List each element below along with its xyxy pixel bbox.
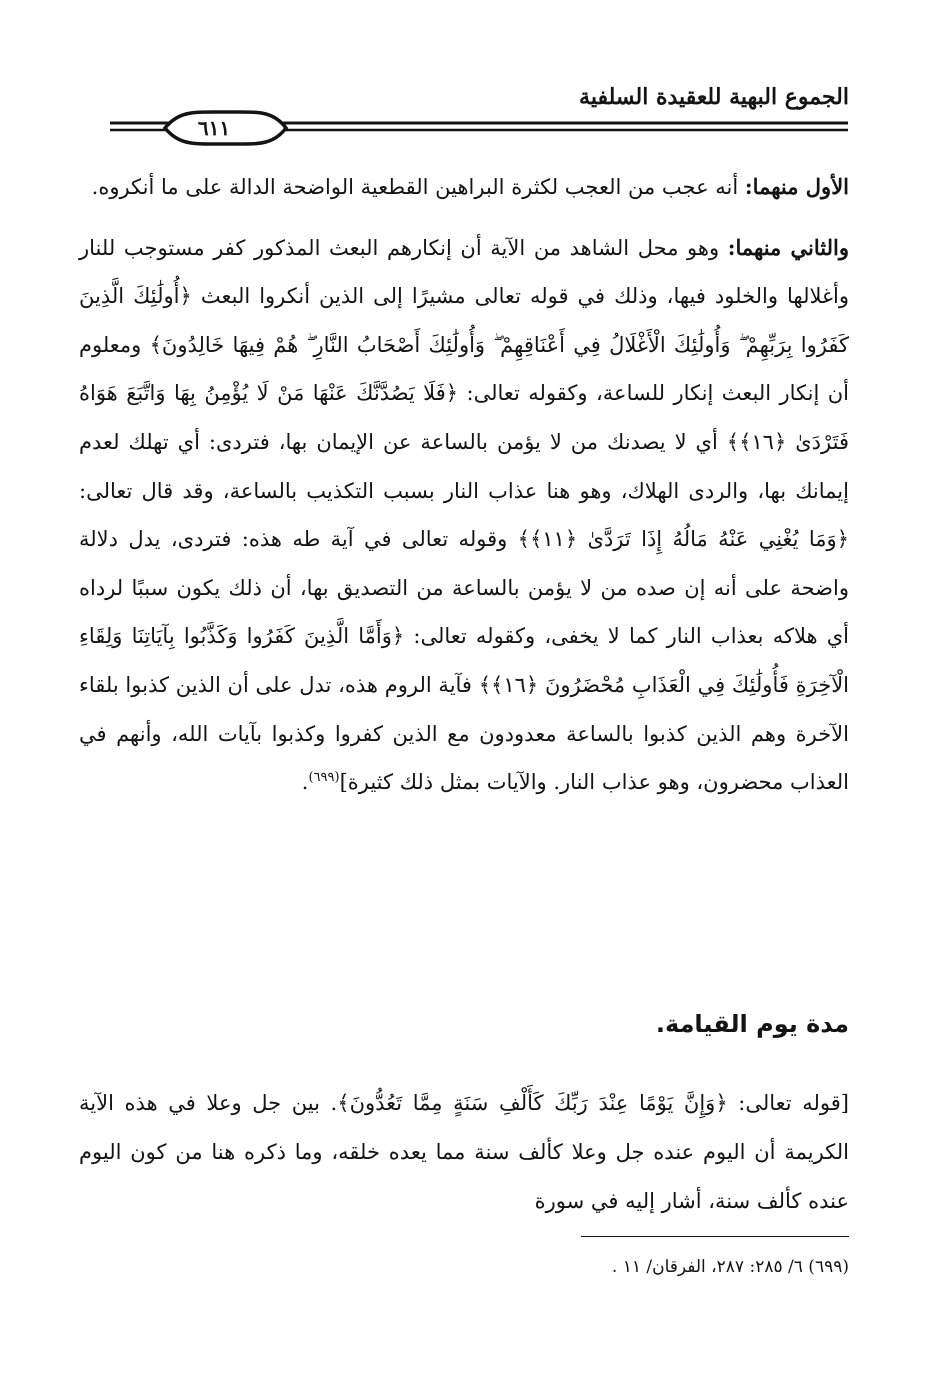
paragraph-lead-second: والثاني منهما: xyxy=(727,234,849,260)
paragraph-text: [قوله تعالى: xyxy=(738,1091,849,1115)
section-heading: مدة يوم القيامة. xyxy=(655,1010,849,1038)
ornate-bracket-close: ﴾ xyxy=(517,527,530,552)
quran-verse: وَأَمَّا الَّذِينَ كَفَرُوا وَكَذَّبُوا بِآيَاتِنَا وَلِقَاءِ الْآخِرَةِ فَأُولَٰئِكَ فِي الْعَذَابِ مُحْضَرُونَ ﴿١٦﴾ xyxy=(79,624,850,697)
ornate-bracket-open: ﴿ xyxy=(715,1091,728,1115)
quran-verse: وَمَا يُغْنِي عَنْهُ مَالُهُ إِذَا تَرَدَّىٰ ﴿١١﴾ xyxy=(529,527,837,552)
ornate-bracket-close: ﴾ xyxy=(726,429,740,454)
paragraph-end: . xyxy=(301,770,309,795)
ornate-bracket-open: ﴿ xyxy=(179,284,192,309)
ornate-bracket-close: ﴾ xyxy=(149,332,162,357)
quran-verse: وَإِنَّ يَوْمًا عِنْدَ رَبِّكَ كَأَلْفِ سَنَةٍ مِمَّا تَعُدُّونَ xyxy=(349,1091,716,1115)
paragraph-lead-first: الأول منهما: xyxy=(744,174,849,199)
ornate-bracket-close: ﴾ xyxy=(337,1091,350,1115)
ornate-bracket-open: ﴿ xyxy=(836,527,849,552)
quran-verse: فَلَا يَصُدَّنَّكَ عَنْهَا مَنْ لَا يُؤْمِنُ بِهَا وَاتَّبَعَ هَوَاهُ فَتَرْدَىٰ ﴿١٦﴾ xyxy=(79,381,849,454)
main-body-text xyxy=(79,163,849,807)
quran-verse: أُولَٰئِكَ الَّذِينَ كَفَرُوا بِرَبِّهِمْ ۖ وَأُولَٰئِكَ الْأَغْلَالُ فِي أَعْنَاقِهِمْ ۖ وَأُولَٰئِكَ أَصْحَابُ النَّارِ ۖ هُمْ فِيهَا خَالِدُونَ xyxy=(79,284,849,357)
paragraph-section xyxy=(79,1079,849,1226)
paragraph-text: أي لا يصدنك من لا يؤمن بالساعة عن الإيمان بها، فتردى: أي تهلك لعدم إيمانك بها، والردى الهلاك، وهو هنا عذاب النار بسبب التكذيب بالساعة، وقد قال تعالى: xyxy=(79,429,849,503)
paragraph-text: أنه عجب من العجب لكثرة البراهين القطعية الواضحة الدالة على ما أنكروه. xyxy=(91,175,739,199)
footnote-separator xyxy=(581,1236,849,1237)
paragraph-second xyxy=(79,224,849,807)
paragraph-text: . بين جل وعلا في هذه الآية الكريمة أن اليوم عنده جل وعلا كألف سنة مما يعده خلقه، وما ذكره هنا من كون اليوم عنده كألف سنة، أشار إليه في سورة xyxy=(79,1091,849,1213)
paragraph-text: وهو محل الشاهد من الآية أن إنكارهم البعث المذكور كفر مستوجب للنار وأغلالها والخلود فيها، وذلك في قوله تعالى مشيرًا إلى الذين أنكروا البعث xyxy=(79,235,849,309)
footnote-text: (٦٩٩) ٦/ ٢٨٥: ٢٨٧، الفرقان/ ١١ . xyxy=(611,1257,849,1277)
page-number: ٦١١ xyxy=(197,116,231,140)
paragraph-text: ومعلوم أن إنكار البعث إنكار للساعة، وكقوله تعالى: xyxy=(79,332,849,406)
paragraph-text: وقوله تعالى في آية طه هذه: فتردى، يدل دلالة واضحة على أنه إن صده من لا يؤمن بالساعة من التصديق بها، أن ذلك يكون سببًا لرداه أي هلاكه بعذاب النار كما لا يخفى، وكقوله تعالى: xyxy=(79,527,849,649)
ornate-bracket-open: ﴿ xyxy=(391,624,405,649)
paragraph-first xyxy=(79,163,849,212)
ornate-bracket-open: ﴿ xyxy=(445,381,459,406)
ornate-bracket-close: ﴾ xyxy=(478,672,492,697)
running-header-title: الجموع البهية للعقيدة السلفية xyxy=(579,84,849,110)
footnote-reference: (٦٩٩) xyxy=(308,770,340,786)
paragraph-text: فآية الروم هذه، تدل على أن الذين كذبوا بلقاء الآخرة وهم الذين كذبوا بالساعة معدودون مع الذين كفروا وكذبوا بآيات الله، وأنهم في العذاب محضرون، وهو عذاب النار. والآيات بمثل ذلك كثيرة] xyxy=(79,672,849,795)
section-body-text xyxy=(79,1079,849,1226)
